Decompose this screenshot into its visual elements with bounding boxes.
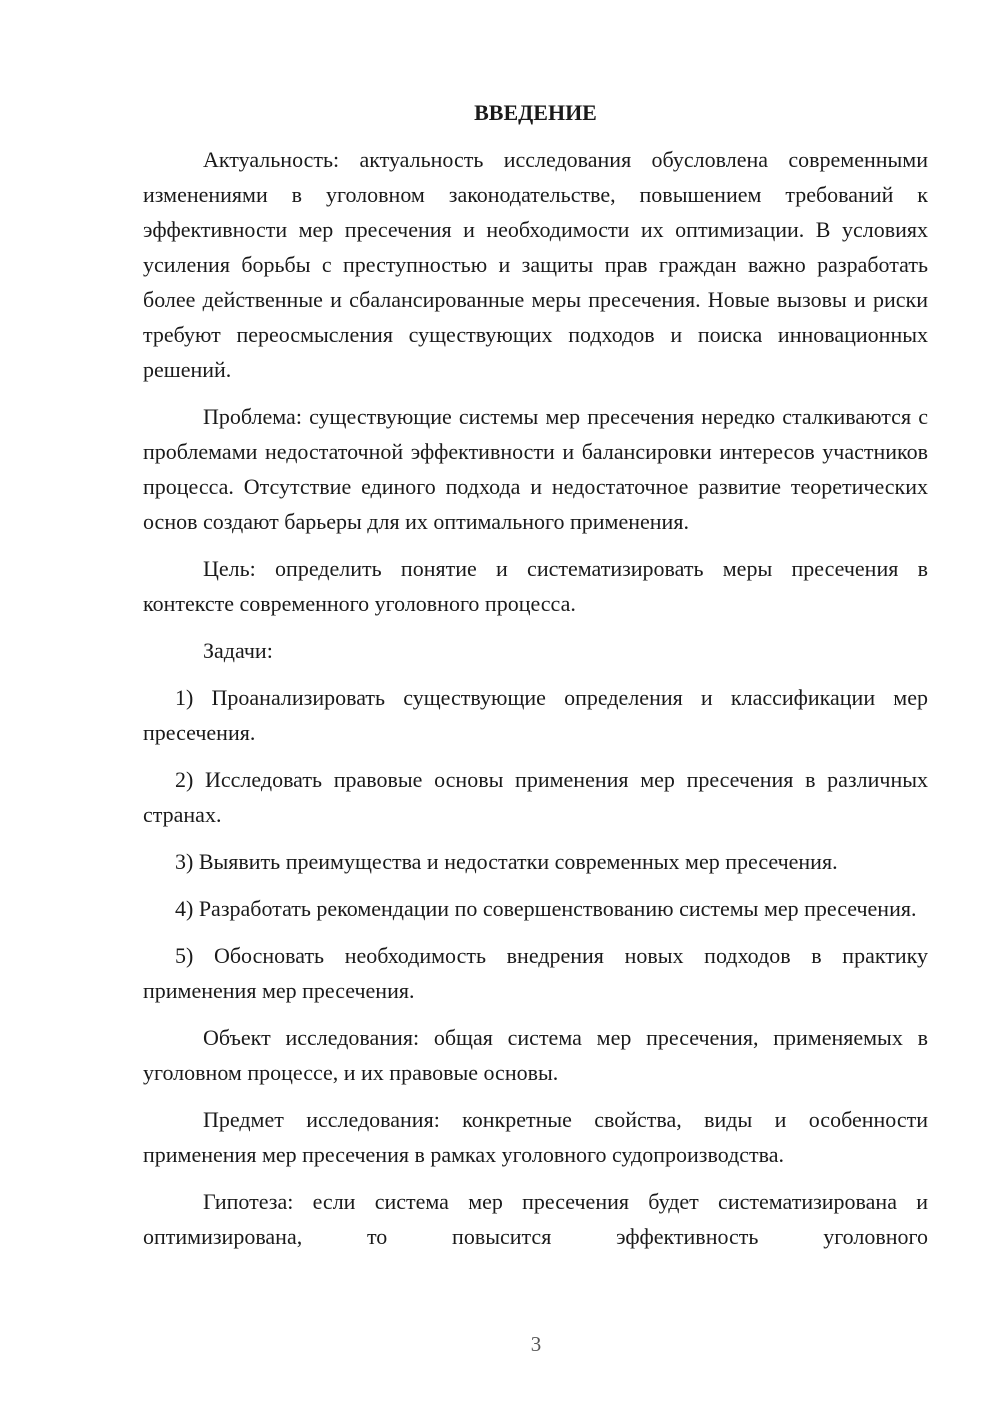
task-item-4: 4) Разработать рекомендации по совершенствованию системы мер пресечения. [175, 896, 917, 921]
paragraph-subject: Предмет исследования: конкретные свойства, виды и особенности применения мер пресечения в рамках уголовного судопроизводства. [143, 1107, 928, 1167]
task-item-5: 5) Обосновать необходимость внедрения новых подходов в практику применения мер пресечения. [143, 943, 928, 1003]
paragraph-goal: Цель: определить понятие и систематизировать меры пресечения в контексте современного уголовного процесса. [143, 556, 928, 616]
task-item-1: 1) Проанализировать существующие определения и классификации мер пресечения. [143, 685, 928, 745]
task-item-3: 3) Выявить преимущества и недостатки современных мер пресечения. [175, 849, 838, 874]
paragraph-relevance: Актуальность: актуальность исследования обусловлена современными изменениями в уголовном законодательстве, повышением требований к эффективности мер пресечения и необходимости их оптимизации. В условиях усиления борьбы с преступностью и защиты прав граждан важно разработать более действенные и сбалансированные меры пресечения. Новые вызовы и риски требуют переосмысления существующих подходов и поиска инновационных решений. [143, 147, 928, 382]
paragraph-problem: Проблема: существующие системы мер пресечения нередко сталкиваются с проблемами недостаточной эффективности и балансировки интересов участников процесса. Отсутствие единого подхода и недостаточное развитие теоретических основ создают барьеры для их оптимального применения. [143, 404, 928, 534]
page-body [143, 95, 928, 1266]
tasks-heading: Задачи: [203, 638, 273, 663]
paragraph-object: Объект исследования: общая система мер пресечения, применяемых в уголовном процессе, и их правовые основы. [143, 1025, 928, 1085]
paragraph-hypothesis: Гипотеза: если система мер пресечения будет систематизирована и оптимизирована, то повысится эффективность уголовного [143, 1189, 928, 1249]
page-number: 3 [530, 1332, 542, 1356]
task-item-2: 2) Исследовать правовые основы применения мер пресечения в различных странах. [143, 767, 928, 827]
page-title: ВВЕДЕНИЕ [474, 100, 597, 125]
